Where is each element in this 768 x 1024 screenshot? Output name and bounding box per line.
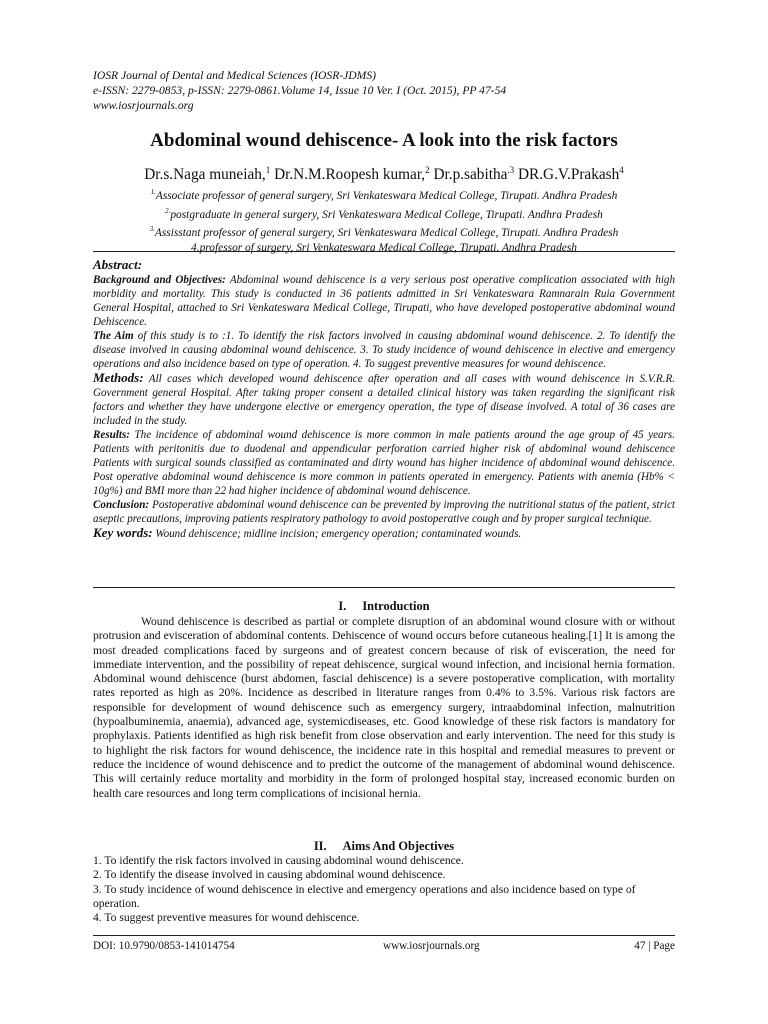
abstract bbox=[93, 258, 675, 541]
author-sup: 4 bbox=[619, 165, 624, 175]
author-sup: .3 bbox=[507, 165, 515, 175]
divider-footer bbox=[93, 935, 675, 936]
section-heading-introduction bbox=[93, 599, 675, 614]
abstract-text: The incidence of abdominal wound dehiscence is more common in male patients around the age group of 45 years. Patients with peritonitis due to duodenal and appendicular perforation carried higher risk of abdominal wound dehiscence Patients with surgical sounds classified as contaminated and dirty wound has higher incidence of abdominal wound dehiscence. Post operative abdominal wound dehiscence is more common in patients operated in emergency. Patients with anemia (Hb% < 10g%) and BMI more than 22 had higher incidence of abdominal wound dehiscence. bbox=[93, 429, 675, 497]
section-title: Aims And Objectives bbox=[342, 839, 455, 853]
author-sup: 1 bbox=[265, 165, 271, 175]
abstract-text: Wound dehiscence; midline incision; emergency operation; contaminated wounds. bbox=[152, 528, 522, 540]
affiliation bbox=[0, 222, 768, 241]
abstract-label: Conclusion: bbox=[93, 499, 150, 511]
affiliation-sup: 3. bbox=[149, 225, 155, 234]
abstract-aim bbox=[93, 329, 675, 371]
abstract-keywords bbox=[93, 526, 675, 541]
affiliation bbox=[0, 185, 768, 204]
list-item: 2. To identify the disease involved in causing abdominal wound dehiscence. bbox=[93, 868, 446, 882]
abstract-label: The Aim bbox=[93, 330, 134, 342]
journal-header bbox=[93, 68, 506, 113]
journal-url: www.iosrjournals.org bbox=[93, 99, 194, 112]
section-number: II. bbox=[313, 839, 327, 853]
introduction-paragraph: Wound dehiscence is described as partial or complete disruption of an abdominal wound closure with or without protrusion and evisceration of abdominal contents. Dehiscence of wound occurs before cutaneous healing.[1] It is among the most dreaded complications faced by surgeons and of greatest concern because of risk of evisceration, the need for immediate intervention, and the possibility of repeat dehiscence, surgical wound infection, and incisional hernia formation. Abdominal wound dehiscence (burst abdomen, fascial dehiscence) is a severe postoperative complication, with mortality rates reported as high as 20%. Incidence as described in literature ranges from 0.4% to 3.5%. Various risk factors are responsible for development of wound dehiscence such as emergency surgery, intraabdominal infection, malnutrition (hypoalbuminemia, anaemia), advanced age, systemicdiseases, etc. Good knowledge of these risk factors is mandatory for prophylaxis. Patients identified as high risk benefit from close observation and early intervention. The need for this study is to highlight the risk factors for wound dehiscence, the incidence rate in this hospital and remedial measures to prevent or reduce the incidence of wound dehiscence and to predict the outcome of the management of abdominal wound dehiscence. This will certainly reduce mortality and morbidity in the form of prolonged hospital stay, increased economic burden on health care resources and long term complications of incisional hernia. bbox=[93, 615, 675, 800]
abstract-label: Background and Objectives: bbox=[93, 274, 226, 286]
affiliation-text: 4.professor of surgery, Sri Venkateswara Medical College, Tirupati. Andhra Pradesh bbox=[191, 241, 577, 254]
footer-doi: DOI: 10.9790/0853-141014754 bbox=[93, 940, 235, 952]
author-sup: 2 bbox=[425, 165, 430, 175]
abstract-text: of this study is to :1. To identify the risk factors involved in causing abdominal wound dehiscence. 2. To identify the disease involved in causing abdominal wound dehiscence. 3. To study incidence of wound dehiscence in elective and emergency operations and also incidence based on type of operation. 4. To suggest preventive measures for wound dehiscence. bbox=[93, 330, 676, 370]
journal-issn: e-ISSN: 2279-0853, p-ISSN: 2279-0861.Volume 14, Issue 10 Ver. I (Oct. 2015), PP 47-54 bbox=[93, 84, 507, 97]
section-heading-aims bbox=[93, 839, 675, 854]
author: Dr.N.M.Roopesh kumar, bbox=[274, 166, 426, 184]
abstract-text: Postoperative abdominal wound dehiscence can be prevented by improving the nutritional status of the patient, strict aseptic precautions, improving patients respiratory pathology to avoid postoperative cough and by proper surgical technique. bbox=[93, 499, 675, 525]
abstract-heading: Abstract: bbox=[93, 257, 143, 272]
abstract-background bbox=[93, 273, 675, 329]
section-title: Introduction bbox=[362, 599, 430, 613]
abstract-label: Results: bbox=[93, 429, 130, 441]
abstract-results bbox=[93, 428, 675, 498]
affiliation-sup: 1. bbox=[150, 188, 156, 196]
author: Dr.s.Naga muneiah, bbox=[144, 166, 266, 184]
affiliation bbox=[0, 204, 768, 223]
list-item: 4. To suggest preventive measures for wound dehiscence. bbox=[93, 911, 360, 925]
divider-abstract bbox=[93, 587, 675, 588]
abstract-text: All cases which developed wound dehiscence after operation and all cases with wound dehiscence in S.V.R.R. Government general Hospital. After taking proper consent a detailed clinical history was taken regarding the significant risk factors and whether they have undergone elective or emergency operation, the type of disease involved. A total of 36 cases are included in the study. bbox=[93, 373, 675, 427]
list-item: 3. To study incidence of wound dehiscence in elective and emergency operations and also incidence based on type of operation. bbox=[93, 882, 636, 910]
journal-name: IOSR Journal of Dental and Medical Sciences (IOSR-JDMS) bbox=[93, 69, 376, 82]
author: Dr.p.sabitha bbox=[433, 166, 508, 184]
divider-top bbox=[93, 251, 675, 252]
affiliation-text: Assisstant professor of general surgery, Sri Venkateswara Medical College, Tirupati. Andhra Pradesh bbox=[154, 226, 619, 239]
abstract-label: Key words: bbox=[93, 525, 153, 540]
aims-list bbox=[93, 854, 675, 925]
affiliation-sup: 2. bbox=[165, 206, 171, 215]
abstract-text: Abdominal wound dehiscence is a very serious post operative complication associated with high morbidity and mortality. This study is conducted in 36 patients admitted in Sri Venkateswara Ramnarain Ruia Government General Hospital, attached to Sri Venkateswara Medical College, Tirupati, who have developed postoperative abdominal wound Dehiscence. bbox=[93, 274, 675, 328]
abstract-label: Methods: bbox=[93, 370, 144, 385]
affiliation bbox=[0, 241, 768, 256]
abstract-methods bbox=[93, 371, 675, 428]
footer-page-number: 47 | Page bbox=[634, 940, 675, 952]
paper-title: Abdominal wound dehiscence- A look into the risk factors bbox=[150, 130, 618, 151]
affiliation-text: Associate professor of general surgery, Sri Venkateswara Medical College, Tirupati. Andhra Pradesh bbox=[155, 189, 618, 202]
footer-site: www.iosrjournals.org bbox=[383, 940, 480, 952]
author-list bbox=[0, 165, 768, 184]
list-item: 1. To identify the risk factors involved in causing abdominal wound dehiscence. bbox=[93, 854, 464, 867]
affiliation-list bbox=[0, 185, 768, 256]
author: DR.G.V.Prakash bbox=[517, 166, 620, 184]
abstract-conclusion bbox=[93, 498, 675, 526]
section-number: I. bbox=[338, 599, 347, 613]
affiliation-text: postgraduate in general surgery, Sri Venkateswara Medical College, Tirupati. Andhra Pradesh bbox=[170, 208, 603, 221]
introduction-body bbox=[93, 615, 675, 801]
